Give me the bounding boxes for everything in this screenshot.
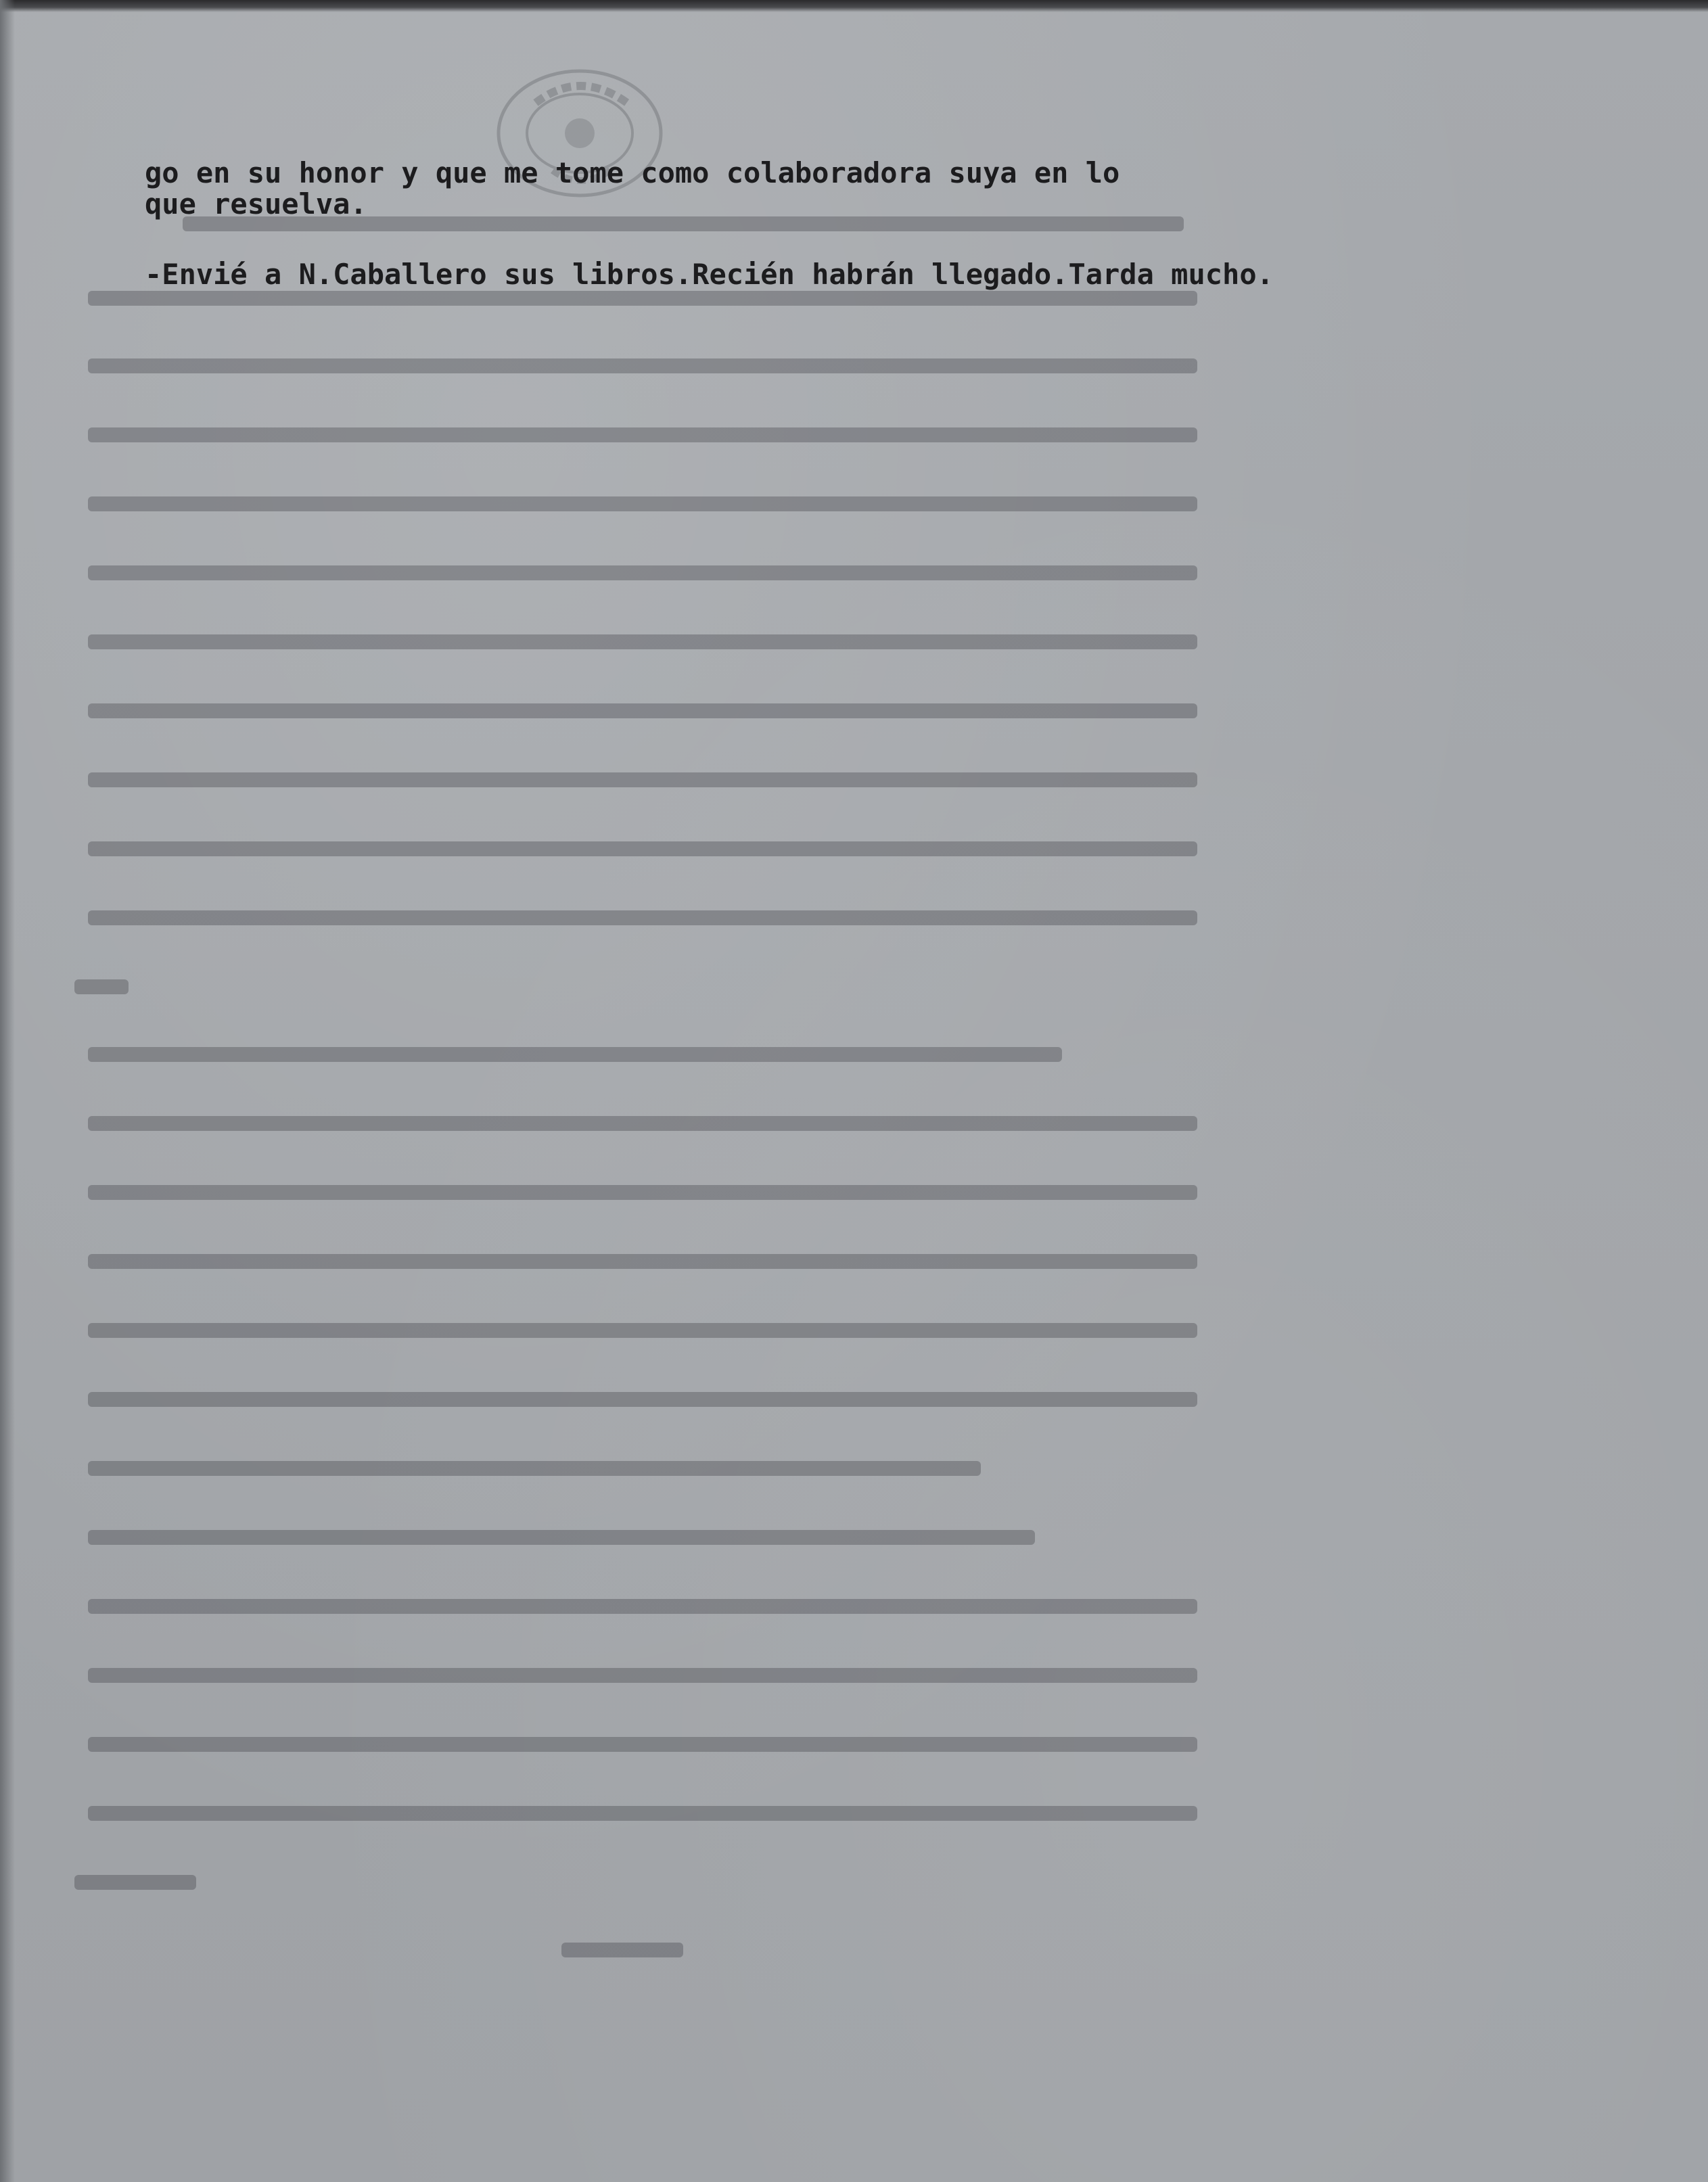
scan-top-edge [0, 0, 1708, 12]
letter-line-2: que resuelva. [145, 187, 367, 220]
scan-left-edge [0, 0, 15, 2182]
letter-line-1: go en su honor y que me tome como colaboradora suya en lo [145, 156, 1120, 189]
letter-line-3: -Envié a N.Caballero sus libros.Recién habrán llegado.Tarda mucho. [145, 258, 1274, 291]
bleed-through-texture [47, 216, 1238, 2035]
